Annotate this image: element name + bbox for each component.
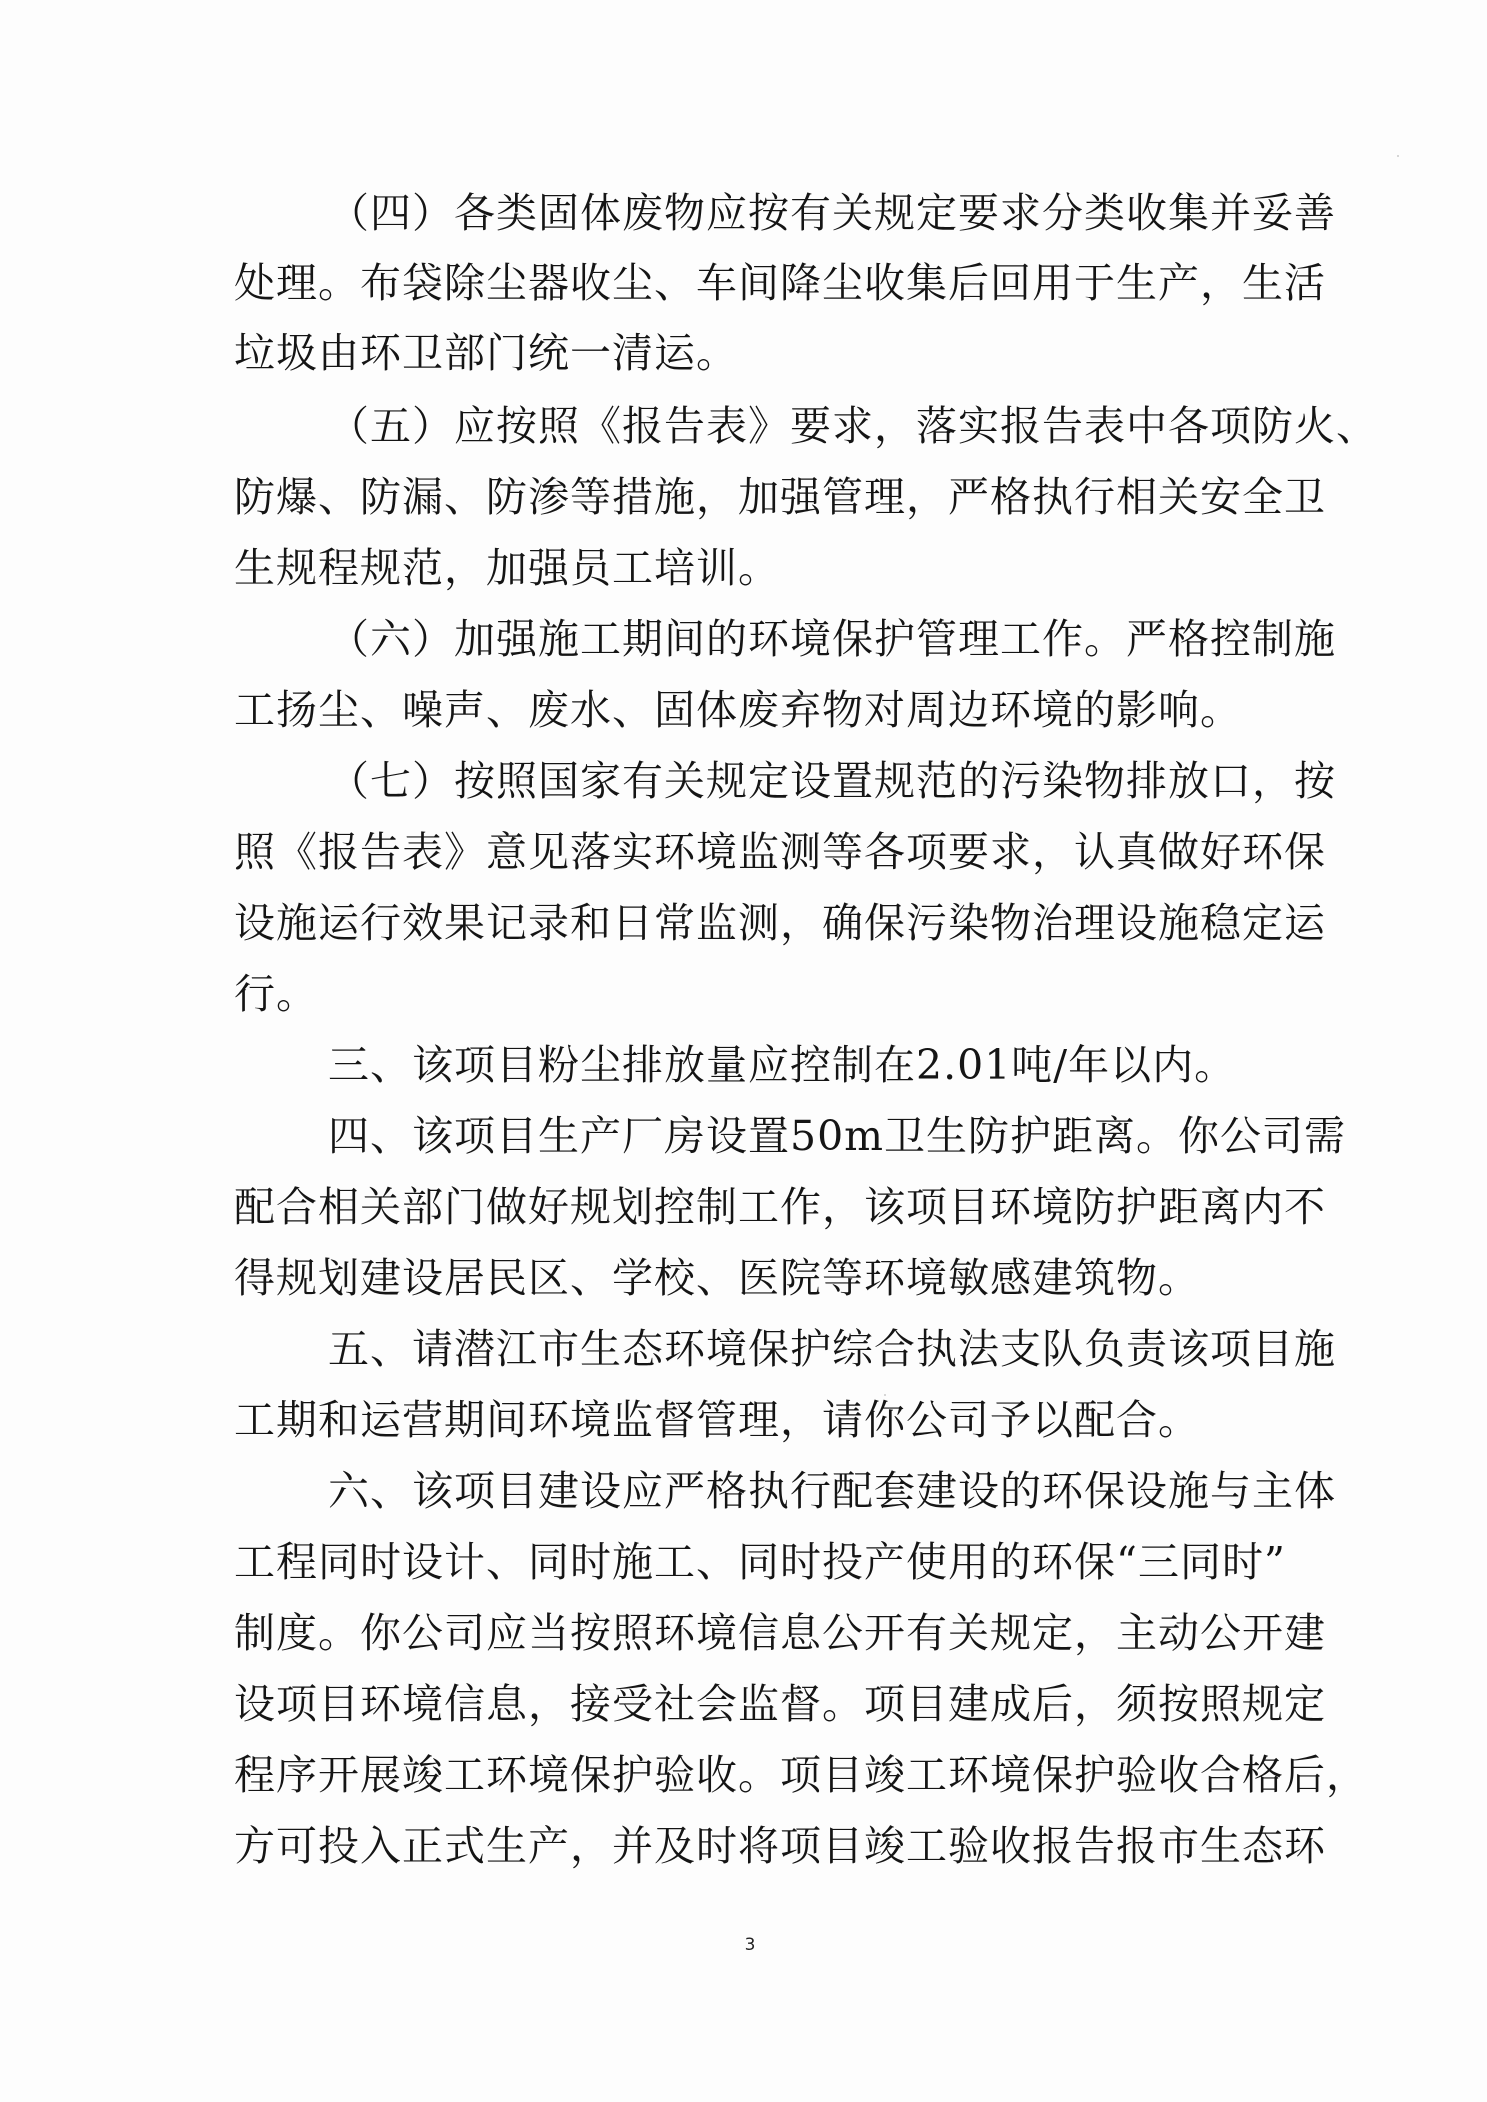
text-line-24: 方可投入正式生产，并及时将项目竣工验收报告报市生态环	[234, 1822, 1326, 1870]
text-line-8: 工扬尘、噪声、废水、固体废弃物对周边环境的影响。	[234, 686, 1242, 734]
text-line-3: 垃圾由环卫部门统一清运。	[234, 329, 738, 377]
text-line-22: 设项目环境信息，接受社会监督。项目建成后，须按照规定	[234, 1680, 1326, 1728]
text-line-18: 工期和运营期间环境监督管理，请你公司予以配合。	[234, 1396, 1200, 1444]
text-line-6: 生规程规范，加强员工培训。	[234, 544, 780, 592]
text-line-7: （六）加强施工期间的环境保护管理工作。严格控制施	[328, 615, 1336, 663]
text-line-5: 防爆、防漏、防渗等措施，加强管理，严格执行相关安全卫	[234, 473, 1326, 521]
text-line-20: 工程同时设计、同时施工、同时投产使用的环保“三同时”	[234, 1538, 1286, 1586]
text-line-15: 配合相关部门做好规划控制工作，该项目环境防护距离内不	[234, 1183, 1326, 1231]
scan-speck	[1397, 155, 1399, 157]
text-line-11: 设施运行效果记录和日常监测，确保污染物治理设施稳定运	[234, 899, 1326, 947]
text-line-13: 三、该项目粉尘排放量应控制在2.01吨/年以内。	[328, 1041, 1237, 1089]
text-line-9: （七）按照国家有关规定设置规范的污染物排放口，按	[328, 757, 1336, 805]
text-line-19: 六、该项目建设应严格执行配套建设的环保设施与主体	[328, 1467, 1336, 1515]
page-number: 3	[744, 1935, 756, 1955]
text-line-14: 四、该项目生产厂房设置50m卫生防护距离。你公司需	[328, 1112, 1347, 1160]
text-line-1: （四）各类固体废物应按有关规定要求分类收集并妥善	[328, 189, 1336, 237]
scan-speck	[884, 1394, 886, 1396]
text-line-2: 处理。布袋除尘器收尘、车间降尘收集后回用于生产，生活	[234, 259, 1326, 307]
text-line-12: 行。	[234, 970, 318, 1018]
text-line-10: 照《报告表》意见落实环境监测等各项要求，认真做好环保	[234, 828, 1326, 876]
text-line-4: （五）应按照《报告表》要求，落实报告表中各项防火、	[328, 402, 1378, 450]
text-line-16: 得规划建设居民区、学校、医院等环境敏感建筑物。	[234, 1254, 1200, 1302]
text-line-23: 程序开展竣工环境保护验收。项目竣工环境保护验收合格后，	[234, 1751, 1368, 1799]
text-line-21: 制度。你公司应当按照环境信息公开有关规定，主动公开建	[234, 1609, 1326, 1657]
text-line-17: 五、请潜江市生态环境保护综合执法支队负责该项目施	[328, 1325, 1336, 1373]
